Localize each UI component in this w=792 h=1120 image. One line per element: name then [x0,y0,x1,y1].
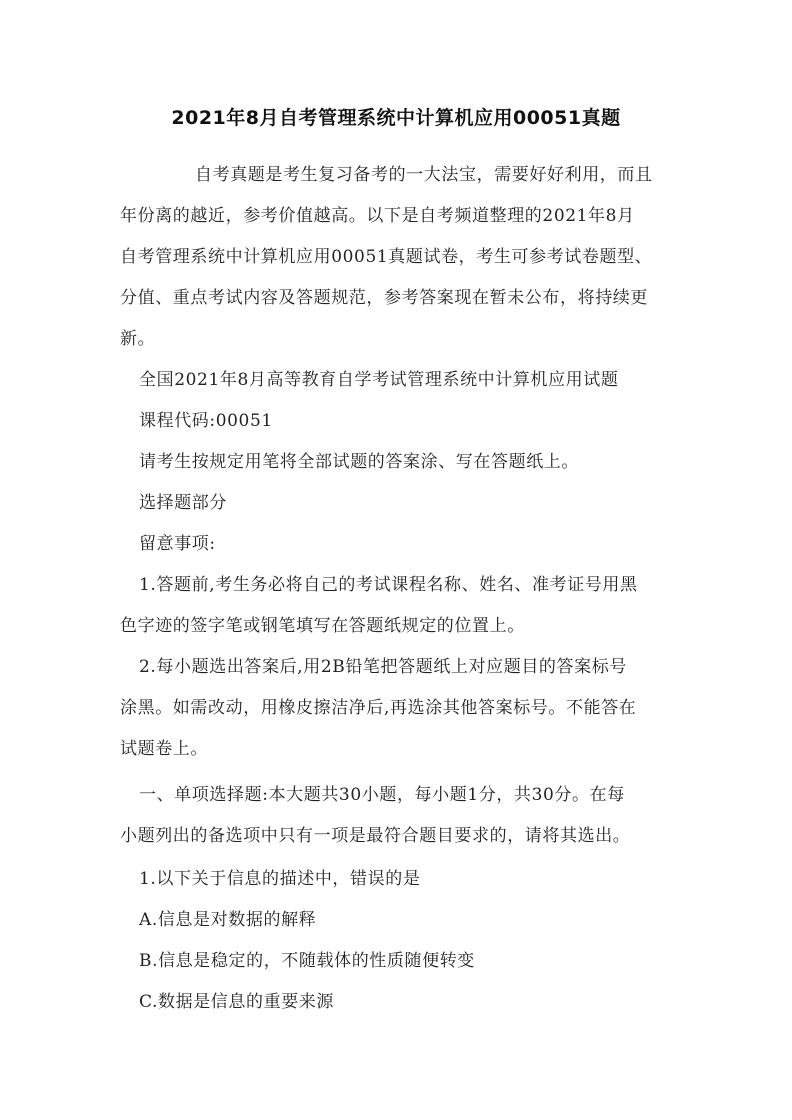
document-title: 2021年8月自考管理系统中计算机应用00051真题 [171,107,621,129]
question-section-line: 一、单项选择题:本大题共30小题，每小题1分，共30分。在每 [139,785,625,805]
paragraph-line: 自考管理系统中计算机应用00051真题试卷，考生可参考试卷题型、 [120,247,653,267]
note-line: 涂黑。如需改动，用橡皮擦洁净后,再选涂其他答案标号。不能答在 [120,698,637,718]
note-line: 试题卷上。 [120,739,208,759]
paragraph-line: 新。 [120,329,156,349]
paragraph-line: 自考真题是考生复习备考的一大法宝，需要好好利用，而且 [195,165,653,185]
option-line: B.信息是稳定的，不随载体的性质随便转变 [139,951,475,971]
option-line: A.信息是对数据的解释 [139,910,317,930]
section-heading: 选择题部分 [139,493,227,513]
paragraph-line: 年份离的越近，参考价值越高。以下是自考频道整理的2021年8月 [120,206,635,226]
option-line: C.数据是信息的重要来源 [139,992,335,1012]
note-line: 2.每小题选出答案后,用2B铅笔把答题纸上对应题目的答案标号 [139,657,627,677]
notes-heading: 留意事项: [139,534,216,554]
instruction-line: 请考生按规定用笔将全部试题的答案涂、写在答题纸上。 [139,452,579,472]
note-line: 1.答题前,考生务必将自己的考试课程名称、姓名、准考证号用黑 [139,575,638,595]
exam-heading: 全国2021年8月高等教育自学考试管理系统中计算机应用试题 [139,370,619,390]
course-code: 课程代码:00051 [139,411,273,431]
question-section-line: 小题列出的备选项中只有一项是最符合题目要求的，请将其选出。 [120,826,631,846]
question-line: 1.以下关于信息的描述中，错误的是 [139,869,421,889]
note-line: 色字迹的签字笔或钢笔填写在答题纸规定的位置上。 [120,616,525,636]
paragraph-line: 分值、重点考试内容及答题规范，参考答案现在暂未公布，将持续更 [120,288,648,308]
